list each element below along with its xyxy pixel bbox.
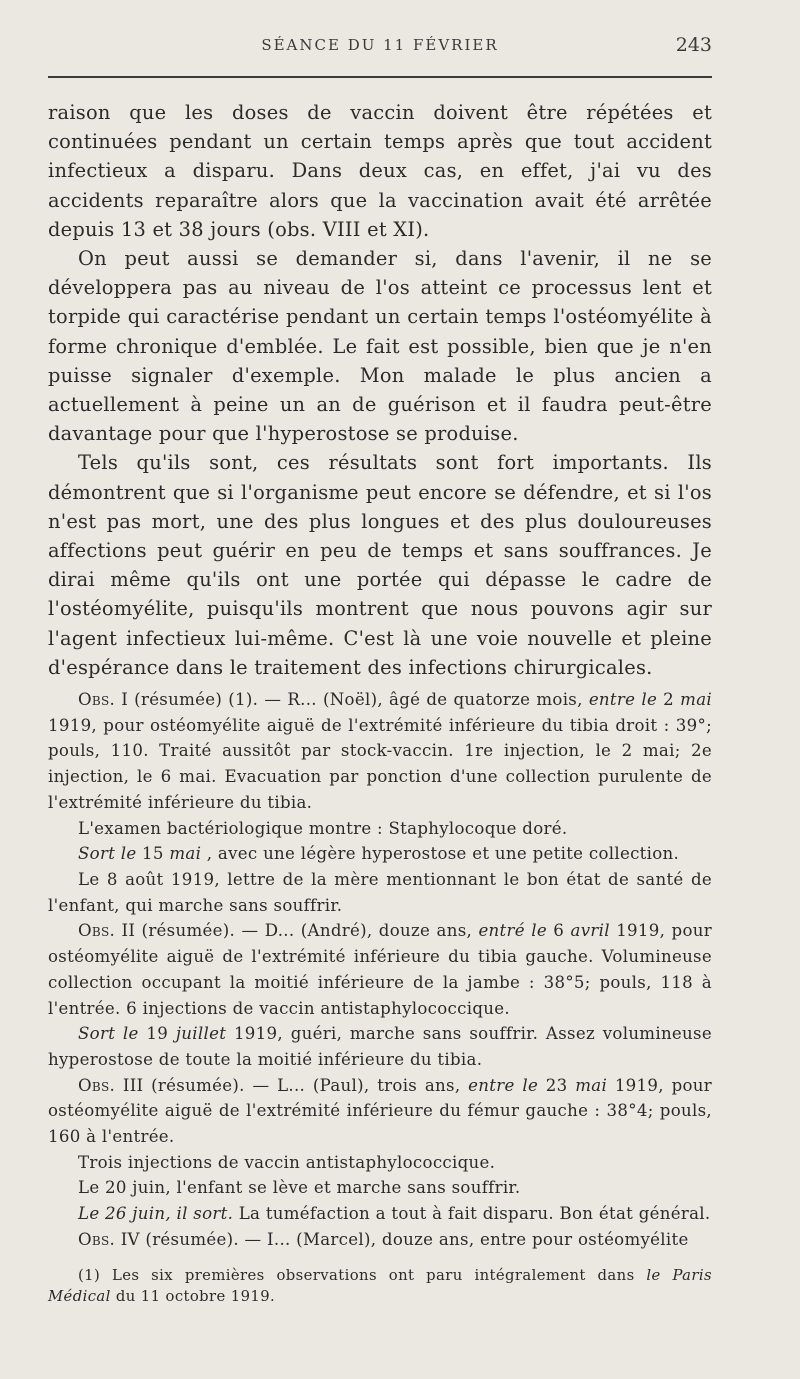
obs-1-header	[48, 687, 712, 816]
obs-3-day: 23	[538, 1075, 576, 1095]
obs-1-lettre: Le 8 août 1919, lettre de la mère mentionnant le bon état de santé de l'enfant, qui marche sans souffrir.	[48, 869, 712, 915]
obs-2-day: 6	[546, 921, 571, 941]
obs-1-sort-month: mai	[169, 844, 202, 864]
obs-1-sort-italic: Sort le	[78, 844, 137, 864]
footnote-start: (1) Les six premières observations ont paru intégralement dans	[78, 1266, 647, 1284]
obs-1-day: 2	[657, 690, 681, 710]
obs-4-text: (résumée). — I... (Marcel), douze ans, entre pour ostéomyélite	[139, 1229, 689, 1249]
obs-2-sort-day: 19	[138, 1024, 176, 1044]
obs-3-header	[48, 1073, 712, 1150]
paragraph-resultats: Tels qu'ils sont, ces résultats sont fort importants. Ils démontrent que si l'organisme peut encore se défendre, et si l'os n'est pas mort, une des plus longues et des plus douloureuses affections peut guérir en peu de temps et sans souffrances. Je dirai même qu'ils ont une portée qui dépasse le cadre de l'ostéomyélite, puisqu'ils montrent que nous pouvons agir sur l'agent infectieux lui-même. C'est là une voie nouvelle et pleine d'espérance dans le traitement des infections chirurgicales.	[48, 451, 712, 679]
header-rule	[48, 76, 712, 78]
obs-2-sort-italic: Sort le	[78, 1024, 139, 1044]
obs-1-month: mai	[680, 690, 712, 710]
footnote-date: du 11 octobre 1919.	[110, 1287, 276, 1305]
obs-3-month: mai	[575, 1075, 608, 1095]
obs-2-rest: 1919, pour ostéomyélite aiguë de l'extrémité inférieure du tibia gauche. Volumineuse collection occupant la moitié inférieure de la jambe : 38°5; pouls, 118 à l'entrée. 6 injections de vaccin antistaphylococcique.	[48, 921, 712, 1018]
page-header	[48, 36, 712, 62]
obs-1-sort-rest: , avec une légère hyperostose et une petite collection.	[201, 844, 680, 864]
obs-3-label: Obs. III	[78, 1075, 144, 1095]
page-body	[48, 98, 712, 1307]
observations	[48, 687, 712, 1252]
obs-3-italic: entre le	[468, 1075, 539, 1095]
obs-3-injections: Trois injections de vaccin antistaphylococcique.	[78, 1152, 496, 1172]
obs-1-rest: 1919, pour ostéomyélite aiguë de l'extrémité inférieure du tibia droit : 39°; pouls, 110. Traité aussitôt par stock-vaccin. 1re injection, le 2 mai; 2e injection, le 6 mai. Evacuation par ponction d'une collection purulente de l'extrémité inférieure du tibia.	[48, 715, 712, 812]
obs-2-text: (résumée). — D... (André), douze ans,	[135, 921, 479, 941]
footnote	[48, 1265, 712, 1307]
obs-3-rest: 1919, pour ostéomyélite aiguë de l'extrémité inférieure du fémur gauche : 38°4; pouls, 160 à l'entrée.	[48, 1075, 712, 1147]
obs-3-sort-rest: La tuméfaction a tout à fait disparu. Bon état général.	[233, 1204, 711, 1224]
footnote-text	[48, 1265, 712, 1307]
obs-2-sort-rest: 1919, guéri, marche sans souffrir. Assez volumineuse hyperostose de toute la moitié inférieure du tibia.	[48, 1024, 712, 1069]
page-number: 243	[675, 34, 712, 56]
obs-3-text: (résumée). — L... (Paul), trois ans,	[143, 1075, 469, 1095]
obs-1-label: Obs. I	[78, 690, 129, 710]
obs-1-sortie	[48, 841, 712, 867]
obs-3-lever: Le 20 juin, l'enfant se lève et marche sans souffrir.	[78, 1178, 521, 1198]
obs-2-sortie	[48, 1021, 712, 1072]
running-title: SÉANCE DU 11 FÉVRIER	[261, 36, 499, 54]
footnote-journal: le Paris Médical	[48, 1266, 712, 1305]
obs-3-sortie	[48, 1201, 712, 1227]
obs-1-bacterio: L'examen bactériologique montre : Staphylocoque doré.	[78, 818, 568, 838]
obs-2-label: Obs. II	[78, 921, 136, 941]
paragraph-avenir: On peut aussi se demander si, dans l'avenir, il ne se développera pas au niveau de l'os atteint ce processus lent et torpide qui caractérise pendant un certain temps l'ostéomyélite à forme chronique d'emblée. Le fait est possible, bien que je n'en puisse signaler d'exemple. Mon malade le plus ancien a actuellement à peine un an de guérison et il faudra peut-être davantage pour que l'hyperostose se produise.	[48, 247, 712, 446]
obs-2-header	[48, 918, 712, 1021]
paragraph-continuation: raison que les doses de vaccin doivent être répétées et continuées pendant un certain temps après que tout accident infectieux a disparu. Dans deux cas, en effet, j'ai vu des accidents reparaître alors que la vaccination avait été arrêtée depuis 13 et 38 jours (obs. VIII et XI).	[48, 101, 712, 241]
obs-4-label: Obs. IV	[78, 1229, 140, 1249]
obs-2-italic: entré le	[478, 921, 547, 941]
obs-3-sort-italic: Le 26 juin, il sort.	[78, 1204, 234, 1224]
obs-1-sort-day: 15	[136, 844, 170, 864]
obs-1-text: (résumée) (1). — R... (Noël), âgé de quatorze mois,	[128, 690, 589, 710]
obs-4-header	[48, 1227, 712, 1253]
obs-2-sort-month: juillet	[175, 1024, 227, 1044]
obs-1-italic: entre le	[588, 690, 658, 710]
obs-2-month: avril	[570, 921, 610, 941]
